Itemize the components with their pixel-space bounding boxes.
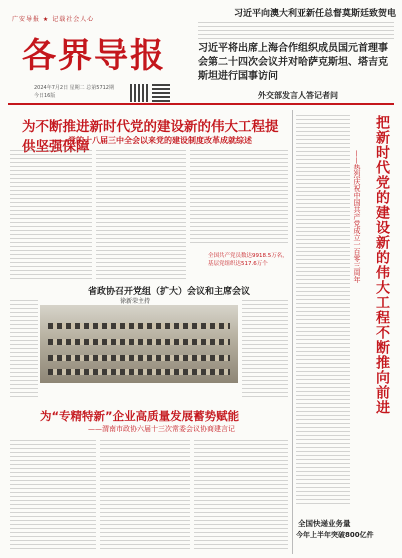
right-vertical-headline[interactable]: 把新时代党的建设新的伟大工程不断推向前进 [374,115,390,415]
right-bottom-subtitle: 今年上半年突破800亿件 [296,531,374,539]
feature-subtitle: ——渭南市政协六届十三次常委会议协商建言记 [88,425,235,433]
text-block [10,150,92,280]
masthead [8,4,198,99]
masthead-rule [8,103,394,105]
text-block [10,300,38,400]
text-block [242,300,288,400]
issue-info: 2024年7月2日 星期二 总第5712期 [34,85,114,91]
text-block [190,150,288,245]
lead-subtitle: ——党的十八届三中全会以来党的建设制度改革成就综述 [52,136,252,145]
feature-headline[interactable]: 为“专精特新”企业高质量发展蓄势赋能 [40,409,240,423]
top-headline-text: 习近平向澳大利亚新任总督莫斯廷致贺电 [233,9,396,19]
masthead-slogan: 广安导报 ★ 记载社会人心 [12,16,95,23]
issue-pages: 今日16版 [34,93,56,99]
text-block [198,22,394,40]
second-headline-sub: 外交部发言人答记者问 [258,91,338,100]
highlight-note: 全国共产党员数达9918.5万名，基层党组织达517.6万个 [208,253,288,267]
text-block [96,150,186,280]
section-subtitle: 徐新荣主持 [120,298,151,305]
right-vertical-subtitle: ——热烈庆祝中国共产党成立一百零三周年 [353,150,361,283]
right-bottom-headline[interactable]: 全国快递业务量 [298,519,351,528]
top-headline[interactable] [198,6,396,19]
qr-code-icon [130,84,148,102]
text-block [296,115,350,505]
section-headline[interactable]: 省政协召开党组（扩大）会议和主席会议 [88,287,251,297]
text-block [10,440,96,552]
lead-headline[interactable]: 为不断推进新时代党的建设新的伟大工程提供坚强保障 [22,119,279,155]
column-divider [292,110,293,554]
qr-code-icon-2 [152,84,170,102]
second-headline[interactable]: 习近平将出席上海合作组织成员国元首理事会第二十四次会议并对哈萨克斯坦、塔吉克斯坦进行国事访问 [198,43,388,82]
text-block [194,440,288,552]
meeting-photo [40,305,238,383]
text-block [100,440,190,552]
newspaper-logo: 各界导报 [22,36,166,76]
